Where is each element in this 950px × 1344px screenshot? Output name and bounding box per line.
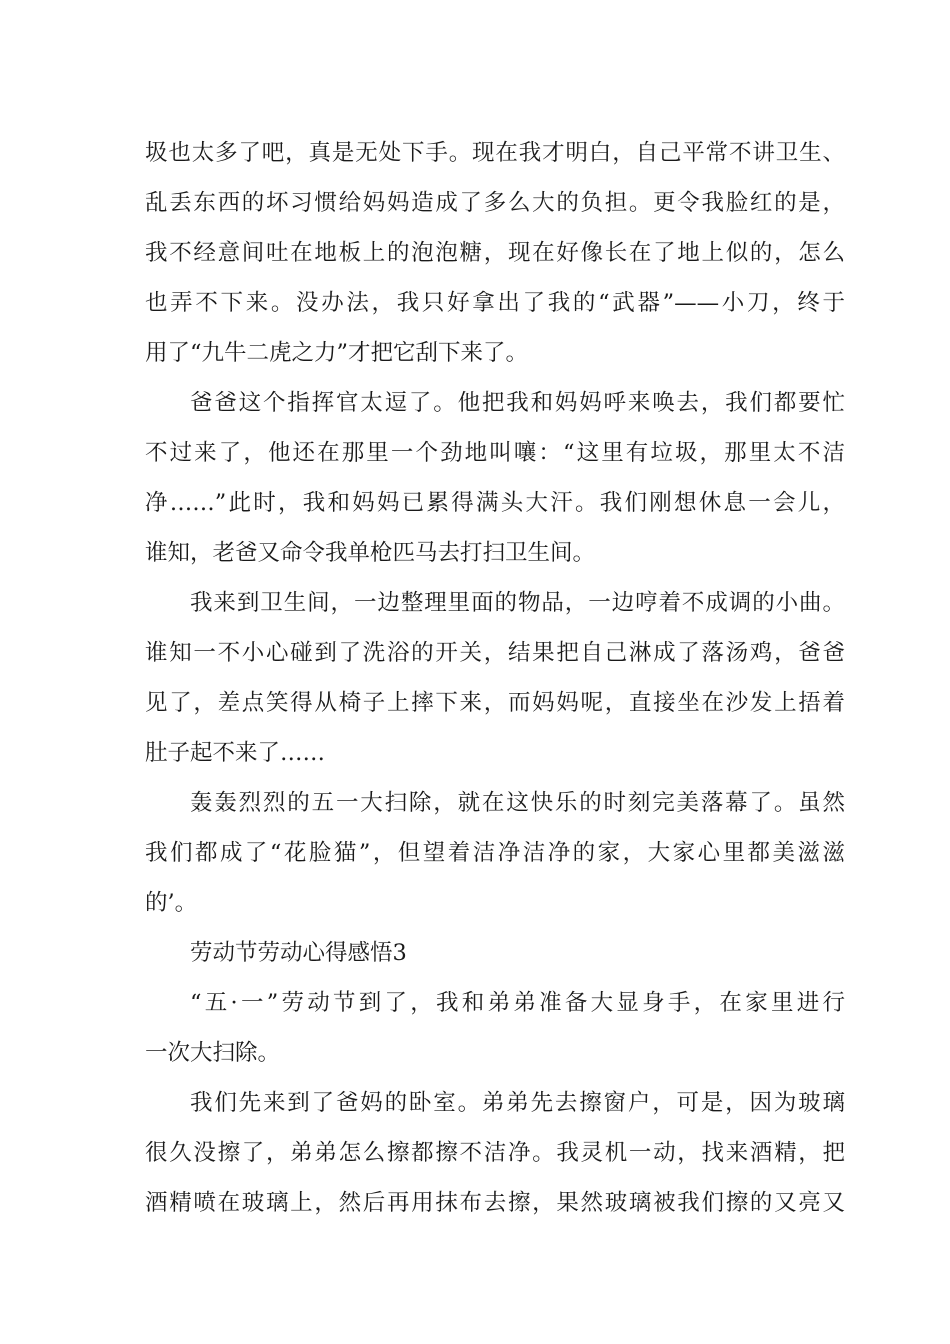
text-line: 肚子起不来了…… <box>145 740 326 766</box>
text-line: 不过来了，他还在那里一个劲地叫嚷：“这里有垃圾，那里太不洁 <box>145 440 845 466</box>
paragraph-first-line: 轰轰烈烈的五一大扫除，就在这快乐的时刻完美落幕了。虽然 <box>190 790 845 816</box>
text-line: 很久没擦了，弟弟怎么擦都擦不洁净。我灵机一动，找来酒精，把 <box>145 1140 845 1166</box>
text-line: 也弄不下来。没办法，我只好拿出了我的“武器”——小刀，终于 <box>145 290 845 316</box>
text-line: 我不经意间吐在地板上的泡泡糖，现在好像长在了地上似的，怎么 <box>145 240 845 266</box>
text-line: 谁知，老爸又命令我单枪匹马去打扫卫生间。 <box>145 540 596 566</box>
text-line: 谁知一不小心碰到了洗浴的开关，结果把自己淋成了落汤鸡，爸爸 <box>145 640 845 666</box>
text-line: 酒精喷在玻璃上，然后再用抹布去擦，果然玻璃被我们擦的又亮又 <box>145 1190 845 1216</box>
text-line: 圾也太多了吧，真是无处下手。现在我才明白，自己平常不讲卫生、 <box>145 140 845 166</box>
paragraph-first-line: 爸爸这个指挥官太逗了。他把我和妈妈呼来唤去，我们都要忙 <box>190 390 845 416</box>
text-line: 的’。 <box>145 890 198 916</box>
document-body <box>145 128 845 1228</box>
text-line: 见了，差点笑得从椅子上摔下来，而妈妈呢，直接坐在沙发上捂着 <box>145 690 845 716</box>
text-line: 用了“九牛二虎之力”才把它刮下来了。 <box>145 340 529 366</box>
text-line: 乱丢东西的坏习惯给妈妈造成了多么大的负担。更令我脸红的是， <box>145 190 845 216</box>
text-line: 我们都成了“花脸猫”，但望着洁净洁净的家，大家心里都美滋滋 <box>145 840 845 866</box>
paragraph-first-line: 我来到卫生间，一边整理里面的物品，一边哼着不成调的小曲。 <box>190 590 845 616</box>
paragraph-first-line: 我们先来到了爸妈的卧室。弟弟先去擦窗户，可是，因为玻璃 <box>190 1090 845 1116</box>
text-line: 一次大扫除。 <box>145 1040 281 1066</box>
paragraph-first-line: “五·一”劳动节到了，我和弟弟准备大显身手，在家里进行 <box>190 990 845 1016</box>
paragraph-first-line: 劳动节劳动心得感悟3 <box>190 940 407 966</box>
text-line: 净……”此时，我和妈妈已累得满头大汗。我们刚想休息一会儿， <box>145 490 845 516</box>
